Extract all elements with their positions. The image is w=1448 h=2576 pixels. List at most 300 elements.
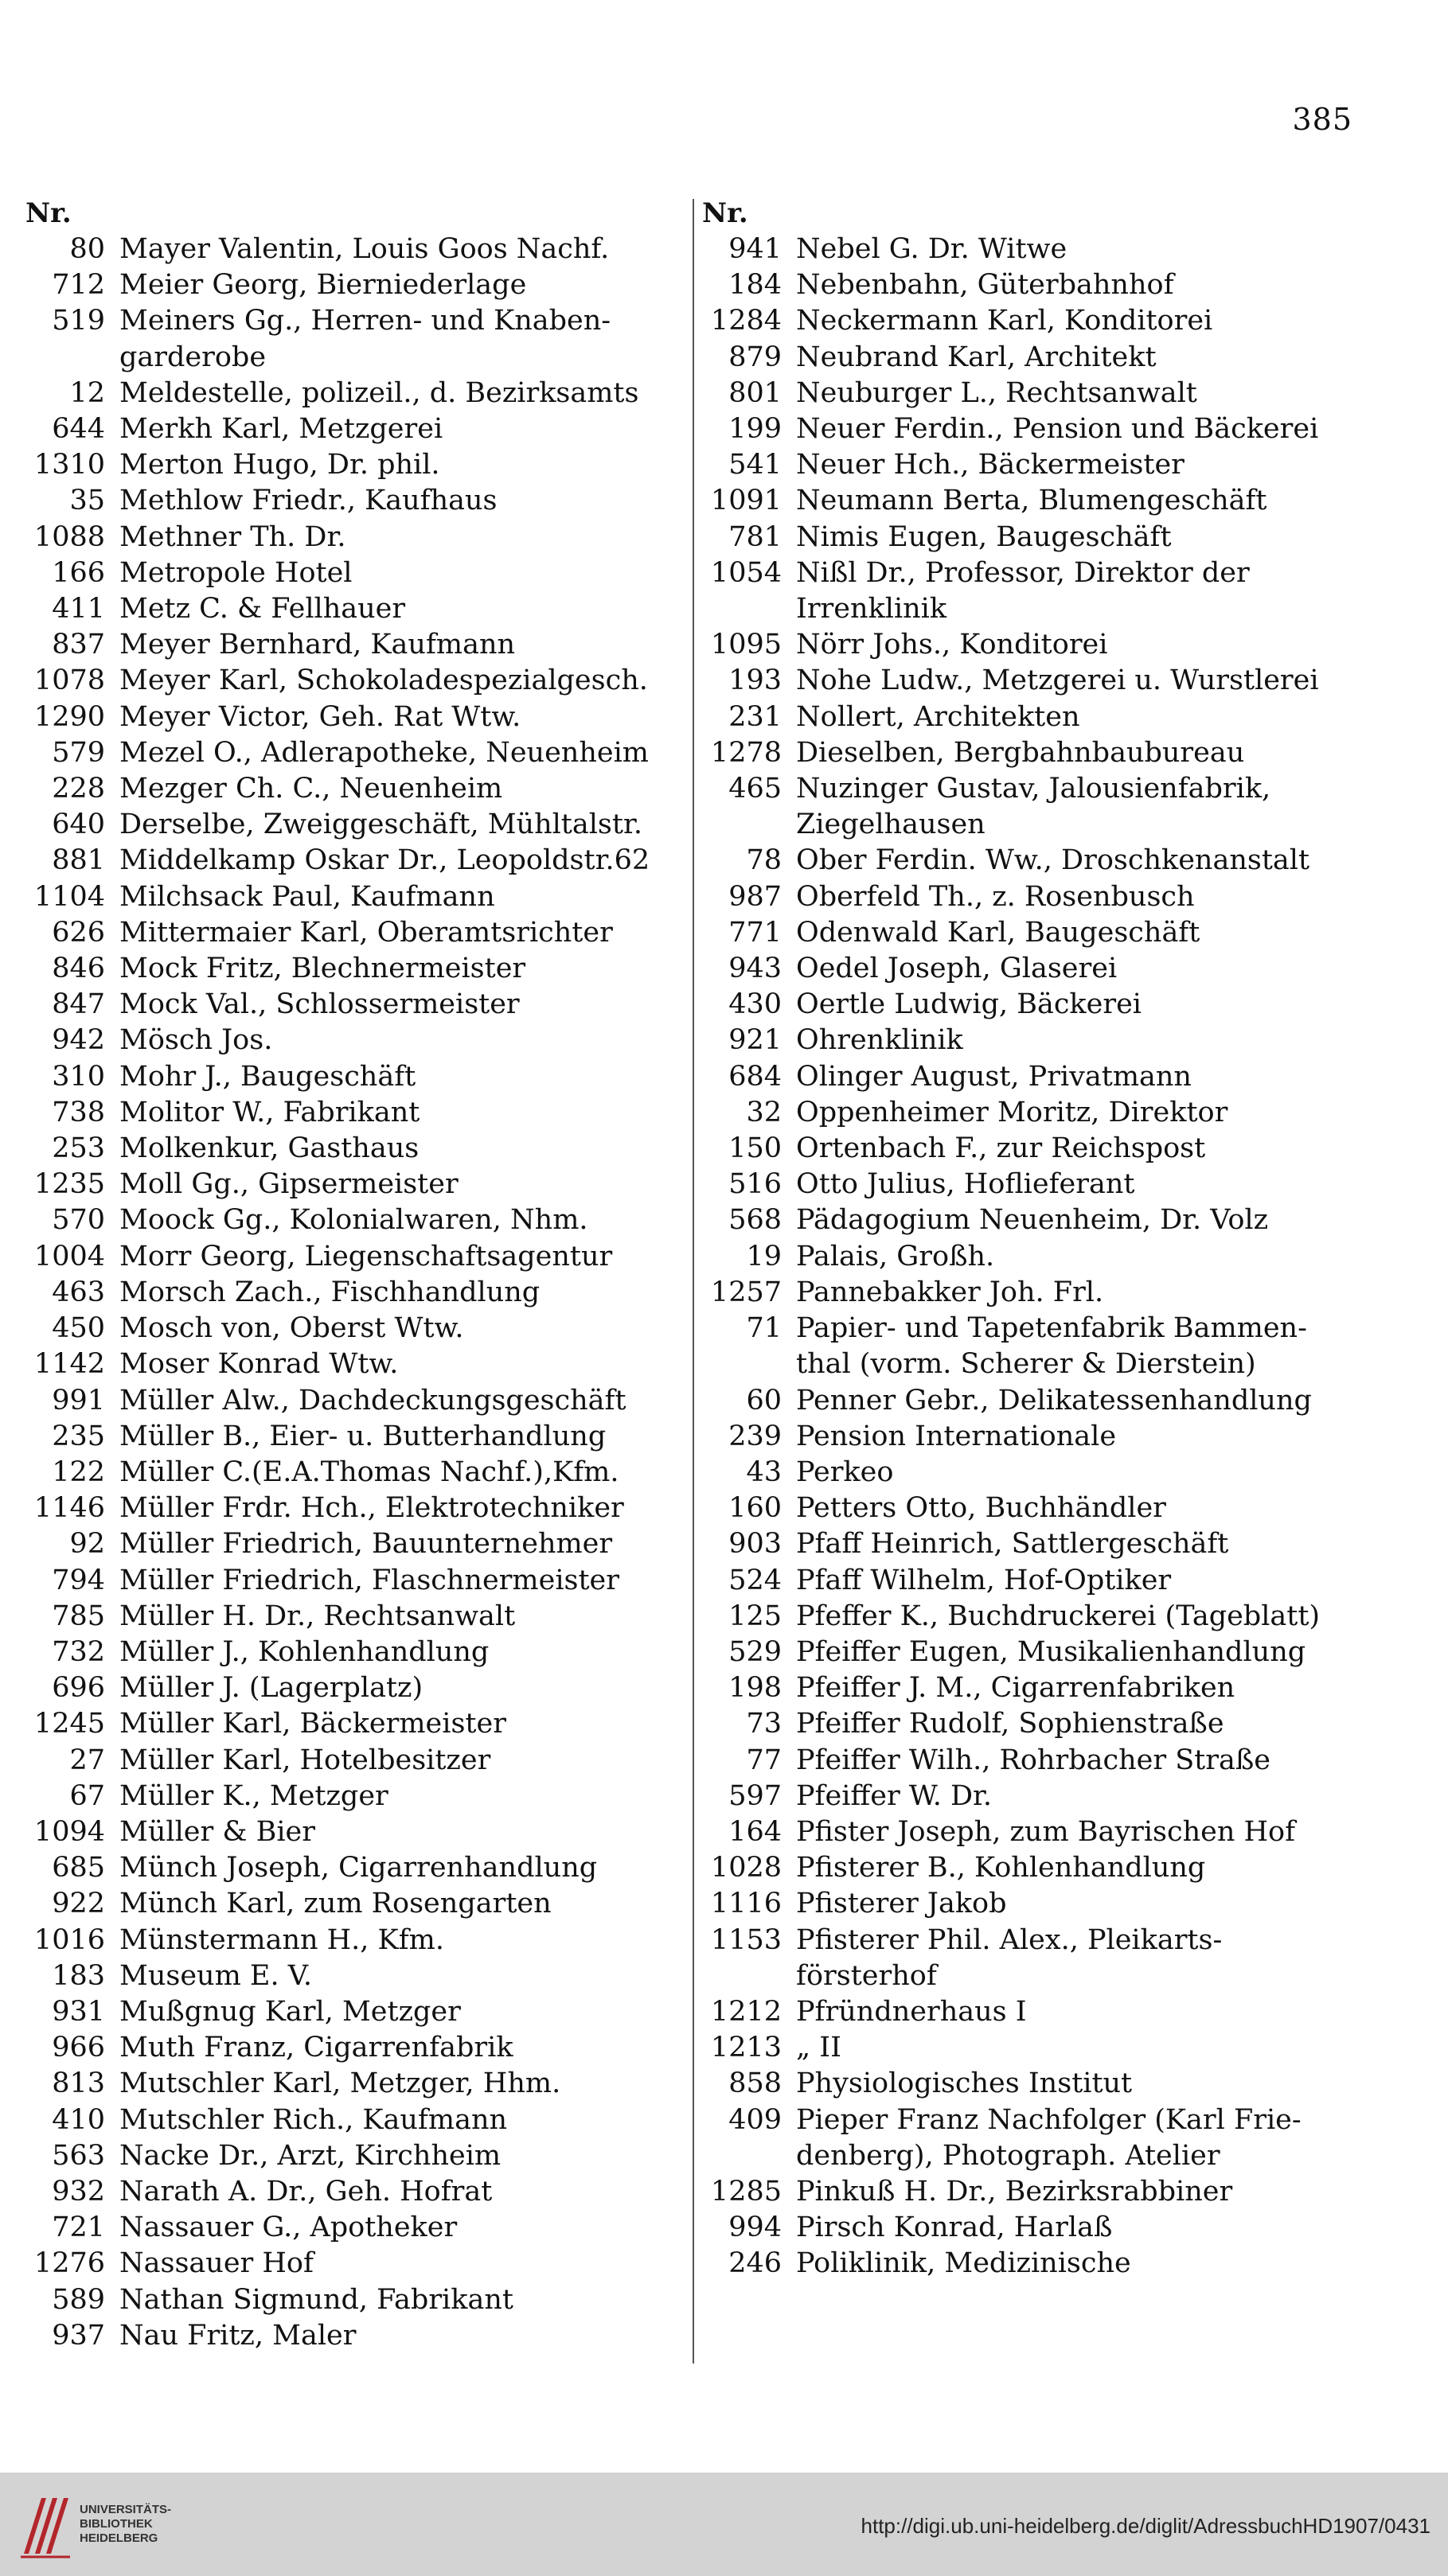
entry-text: Nörr Johs., Konditorei — [796, 629, 1108, 661]
entry-number: 541 — [728, 449, 782, 481]
directory-entry — [22, 843, 691, 879]
entry-number: 712 — [52, 269, 105, 302]
entry-text: Mutschler Karl, Metzger, Hhm. — [119, 2067, 561, 2100]
entry-number: 921 — [728, 1024, 782, 1057]
directory-entry — [22, 1239, 691, 1275]
entry-text: Nebenbahn, Güterbahnhof — [796, 269, 1174, 302]
entry-text: Pfeffer K., Buchdruckerei (Tageblatt) — [796, 1600, 1321, 1632]
directory-entry — [699, 303, 1360, 339]
entry-number: 519 — [52, 305, 105, 337]
directory-entry — [699, 1994, 1360, 2030]
entry-text: Müller H. Dr., Rechtsanwalt — [119, 1600, 516, 1632]
entry-number: 198 — [728, 1672, 782, 1705]
entry-number: 19 — [746, 1240, 782, 1272]
entry-text: Derselbe, Zweiggeschäft, Mühltalstr. — [119, 809, 642, 841]
entry-text: Pannebakker Joh. Frl. — [796, 1276, 1104, 1308]
entry-text: Müller Friedrich, Bauunternehmer — [119, 1528, 613, 1561]
entry-number: 122 — [52, 1456, 105, 1488]
entry-text: Ortenbach F., zur Reichspost — [796, 1132, 1206, 1165]
entry-text: Neuer Ferdin., Pension und Bäckerei — [796, 413, 1319, 446]
entry-number: 813 — [52, 2067, 105, 2100]
directory-entry — [699, 1491, 1360, 1526]
directory-entry — [22, 1491, 691, 1526]
directory-entry — [699, 1706, 1360, 1742]
directory-entry — [699, 1563, 1360, 1599]
entry-number: 60 — [746, 1384, 782, 1417]
directory-entry — [699, 1886, 1360, 1922]
directory-entry — [22, 2246, 691, 2282]
entry-text: Museum E. V. — [119, 1959, 312, 1992]
entry-number: 450 — [52, 1312, 105, 1345]
entry-text: Nißl Dr., Professor, Direktor der Irrenklinik — [796, 556, 1250, 625]
entry-number: 27 — [69, 1744, 105, 1776]
entry-number: 1235 — [33, 1168, 105, 1201]
directory-entry — [22, 2210, 691, 2246]
entry-text: Oedel Joseph, Glaserei — [796, 953, 1118, 985]
entry-text: Mosch von, Oberst Wtw. — [119, 1312, 464, 1345]
directory-entry — [22, 447, 691, 483]
directory-entry — [699, 2066, 1360, 2102]
directory-entry — [22, 1779, 691, 1814]
directory-entry — [22, 1023, 691, 1058]
directory-entry — [22, 1311, 691, 1346]
entry-text: Moll Gg., Gipsermeister — [119, 1168, 459, 1201]
column-divider — [693, 199, 694, 2364]
entry-text: Palais, Großh. — [796, 1240, 995, 1272]
entry-number: 1245 — [33, 1708, 105, 1740]
directory-entry — [22, 1886, 691, 1922]
directory-entry — [699, 1275, 1360, 1311]
entry-number: 922 — [52, 1888, 105, 1920]
entry-text: Nassauer Hof — [119, 2247, 314, 2280]
entry-text: Penner Gebr., Delikatessenhandlung — [796, 1384, 1312, 1417]
entry-number: 12 — [69, 376, 105, 409]
entry-number: 721 — [52, 2212, 105, 2244]
entry-number: 771 — [728, 916, 782, 949]
entry-text: Molitor W., Fabrikant — [119, 1096, 420, 1128]
entry-number: 463 — [52, 1276, 105, 1308]
directory-entry — [22, 1958, 691, 1994]
entry-text: Methner Th. Dr. — [119, 520, 346, 553]
entry-text: Pinkuß H. Dr., Bezirksrabbiner — [796, 2175, 1233, 2208]
entry-text: Nathan Sigmund, Fabrikant — [119, 2283, 513, 2316]
directory-entry — [699, 1923, 1360, 1994]
directory-entry — [699, 2210, 1360, 2246]
entry-text: Mutschler Rich., Kaufmann — [119, 2103, 508, 2136]
entry-text: Neuer Hch., Bäckermeister — [796, 449, 1185, 481]
entry-number: 570 — [52, 1204, 105, 1237]
directory-entry — [22, 1814, 691, 1850]
entry-text: Oberfeld Th., z. Rosenbusch — [796, 880, 1195, 913]
entry-number: 785 — [52, 1600, 105, 1632]
entry-number: 597 — [728, 1779, 782, 1812]
entry-number: 881 — [52, 844, 105, 877]
entry-number: 150 — [728, 1132, 782, 1165]
entry-text: Pfeiffer Rudolf, Sophienstraße — [796, 1708, 1224, 1740]
directory-entry — [699, 555, 1360, 627]
entry-text: Pfaff Heinrich, Sattlergeschäft — [796, 1528, 1229, 1561]
entry-number: 529 — [728, 1635, 782, 1668]
library-name — [80, 2503, 171, 2546]
entry-number: 1016 — [33, 1923, 105, 1956]
entry-number: 931 — [52, 1995, 105, 2028]
entry-text: Müller Frdr. Hch., Elektrotechniker — [119, 1492, 624, 1525]
directory-entry — [22, 735, 691, 771]
entry-number: 1004 — [33, 1240, 105, 1272]
entry-number: 644 — [52, 413, 105, 446]
directory-entry — [22, 483, 691, 519]
entry-number: 32 — [746, 1096, 782, 1128]
entry-text: Pfisterer B., Kohlenhandlung — [796, 1852, 1206, 1884]
entry-text: Neuburger L., Rechtsanwalt — [796, 376, 1197, 409]
entry-text: Pieper Franz Nachfolger (Karl Frie-denberg), Photograph. Atelier — [796, 2103, 1302, 2172]
right-entry-list — [699, 232, 1360, 2282]
directory-entry — [22, 1275, 691, 1311]
entry-text: Mayer Valentin, Louis Goos Nachf. — [119, 233, 610, 265]
entry-text: Merkh Karl, Metzgerei — [119, 413, 443, 446]
entry-number: 685 — [52, 1852, 105, 1884]
directory-entry — [699, 411, 1360, 447]
directory-entry — [699, 1311, 1360, 1382]
entry-number: 1095 — [710, 629, 782, 661]
entry-number: 858 — [728, 2067, 782, 2100]
directory-entry — [22, 1526, 691, 1562]
directory-entry — [22, 879, 691, 915]
entry-text: Müller J. (Lagerplatz) — [119, 1672, 423, 1705]
directory-entry — [22, 376, 691, 411]
directory-entry — [22, 915, 691, 951]
entry-number: 411 — [52, 593, 105, 625]
entry-text: Pfaff Wilhelm, Hof-Optiker — [796, 1564, 1172, 1596]
entry-text: Pirsch Konrad, Harlaß — [796, 2212, 1113, 2244]
entry-number: 516 — [728, 1168, 782, 1201]
entry-number: 837 — [52, 629, 105, 661]
entry-number: 1028 — [710, 1852, 782, 1884]
directory-entry — [22, 591, 691, 627]
entry-number: 71 — [746, 1312, 782, 1345]
directory-entry — [22, 951, 691, 987]
entry-text: Middelkamp Oskar Dr., Leopoldstr.62 — [119, 844, 650, 877]
entry-text: Mezger Ch. C., Neuenheim — [119, 773, 503, 805]
entry-number: 846 — [52, 953, 105, 985]
entry-number: 183 — [52, 1959, 105, 1992]
entry-number: 310 — [52, 1060, 105, 1093]
directory-entry — [699, 447, 1360, 483]
entry-number: 1078 — [33, 664, 105, 697]
directory-entry — [699, 627, 1360, 663]
directory-entry — [22, 663, 691, 699]
directory-entry — [22, 303, 691, 375]
directory-entry — [22, 987, 691, 1023]
directory-entry — [22, 2102, 691, 2138]
entry-number: 231 — [728, 700, 782, 733]
entry-text: Neubrand Karl, Architekt — [796, 341, 1157, 373]
directory-entry — [22, 1131, 691, 1167]
library-name-line1: UNIVERSITÄTS- — [80, 2503, 172, 2516]
entry-number: 732 — [52, 1635, 105, 1668]
entry-number: 1094 — [33, 1815, 105, 1848]
entry-text: Mohr J., Baugeschäft — [119, 1060, 416, 1093]
entry-number: 1276 — [33, 2247, 105, 2280]
entry-text: Müller J., Kohlenhandlung — [119, 1635, 490, 1668]
directory-entry — [22, 1419, 691, 1455]
entry-text: Muth Franz, Cigarrenfabrik — [119, 2032, 513, 2064]
library-name-line2: BIBLIOTHEK — [80, 2517, 153, 2531]
entry-text: Mock Val., Schlossermeister — [119, 988, 520, 1021]
entry-number: 246 — [728, 2247, 782, 2280]
directory-entry — [699, 2174, 1360, 2210]
entry-number: 253 — [52, 1132, 105, 1165]
directory-entry — [22, 1923, 691, 1958]
entry-number: 199 — [728, 413, 782, 446]
directory-entry — [699, 2030, 1360, 2066]
directory-entry — [699, 1599, 1360, 1635]
entry-number: 1290 — [33, 700, 105, 733]
entry-text: Müller Alw., Dachdeckungsgeschäft — [119, 1384, 626, 1417]
directory-entry — [699, 1743, 1360, 1779]
directory-entry — [699, 1670, 1360, 1706]
directory-entry — [22, 2138, 691, 2174]
entry-number: 164 — [728, 1815, 782, 1848]
directory-entry — [22, 2318, 691, 2354]
directory-entry — [22, 2282, 691, 2318]
directory-entry — [22, 1346, 691, 1382]
entry-number: 801 — [728, 376, 782, 409]
entry-text: Pfeiffer Wilh., Rohrbacher Straße — [796, 1744, 1270, 1776]
footer-bar — [0, 2473, 1448, 2576]
entry-number: 994 — [728, 2212, 782, 2244]
entry-text: Merton Hugo, Dr. phil. — [119, 449, 440, 481]
entry-number: 160 — [728, 1492, 782, 1525]
entry-number: 77 — [746, 1744, 782, 1776]
directory-entry — [22, 1850, 691, 1886]
entry-text: Pfeiffer J. M., Cigarrenfabriken — [796, 1672, 1235, 1705]
entry-text: Olinger August, Privatmann — [796, 1060, 1192, 1093]
entry-number: 1088 — [33, 520, 105, 553]
entry-text: Neckermann Karl, Konditorei — [796, 305, 1213, 337]
entry-number: 966 — [52, 2032, 105, 2064]
directory-entry — [699, 2246, 1360, 2282]
entry-number: 781 — [728, 520, 782, 553]
entry-number: 568 — [728, 1204, 782, 1237]
entry-number: 73 — [746, 1708, 782, 1740]
entry-text: Narath A. Dr., Geh. Hofrat — [119, 2175, 493, 2208]
entry-number: 1146 — [33, 1492, 105, 1525]
directory-entry — [22, 555, 691, 591]
entry-text: Meyer Bernhard, Kaufmann — [119, 629, 516, 661]
entry-text: Meier Georg, Bierniederlage — [119, 269, 527, 302]
entry-text: Müller K., Metzger — [119, 1779, 388, 1812]
directory-entry — [22, 1670, 691, 1706]
entry-text: Müller B., Eier- u. Butterhandlung — [119, 1420, 607, 1452]
source-url[interactable]: http://digi.ub.uni-heidelberg.de/diglit/AdressbuchHD1907/0431 — [861, 2514, 1430, 2538]
entry-number: 67 — [69, 1779, 105, 1812]
entry-number: 125 — [728, 1600, 782, 1632]
entry-text: Morr Georg, Liegenschaftsagentur — [119, 1240, 613, 1272]
directory-entry — [699, 987, 1360, 1023]
entry-number: 465 — [728, 773, 782, 805]
entry-text: Meyer Karl, Schokoladespezialgesch. — [119, 664, 648, 697]
entry-number: 1285 — [710, 2175, 782, 2208]
entry-number: 228 — [52, 773, 105, 805]
directory-entry — [22, 2174, 691, 2210]
directory-entry — [22, 1994, 691, 2030]
entry-text: Müller Karl, Bäckermeister — [119, 1708, 506, 1740]
directory-entry — [22, 807, 691, 843]
directory-entry — [699, 376, 1360, 411]
entry-text: Meldestelle, polizeil., d. Bezirksamts — [119, 376, 639, 409]
entry-text: Pfeiffer W. Dr. — [796, 1779, 993, 1812]
directory-entry — [22, 627, 691, 663]
entry-number: 991 — [52, 1384, 105, 1417]
entry-number: 794 — [52, 1564, 105, 1596]
entry-text: Oertle Ludwig, Bäckerei — [796, 988, 1142, 1021]
left-column-header: Nr. — [25, 197, 72, 229]
entry-text: Nau Fritz, Maler — [119, 2319, 357, 2352]
entry-text: Müller & Bier — [119, 1815, 315, 1848]
directory-entry — [699, 735, 1360, 771]
directory-entry — [699, 1455, 1360, 1491]
directory-entry — [699, 1779, 1360, 1814]
directory-entry — [699, 1850, 1360, 1886]
directory-entry — [22, 1599, 691, 1635]
directory-entry — [699, 2102, 1360, 2174]
entry-number: 1142 — [33, 1348, 105, 1381]
entry-text: Dieselben, Bergbahnbaubureau — [796, 736, 1245, 769]
entry-number: 903 — [728, 1528, 782, 1561]
entry-text: Nacke Dr., Arzt, Kirchheim — [119, 2139, 502, 2172]
entry-number: 579 — [52, 736, 105, 769]
left-column — [22, 196, 691, 2354]
entry-text: Odenwald Karl, Baugeschäft — [796, 916, 1200, 949]
library-logo-icon — [18, 2490, 73, 2562]
entry-number: 942 — [52, 1024, 105, 1057]
entry-text: Pfister Joseph, zum Bayrischen Hof — [796, 1815, 1296, 1848]
entry-number: 941 — [728, 233, 782, 265]
entry-number: 847 — [52, 988, 105, 1021]
entry-text: Physiologisches Institut — [796, 2067, 1133, 2100]
directory-entry — [22, 1383, 691, 1419]
entry-number: 80 — [69, 233, 105, 265]
entry-number: 1213 — [710, 2032, 782, 2064]
entry-number: 1104 — [33, 880, 105, 913]
entry-text: Nollert, Architekten — [796, 700, 1080, 733]
directory-entry — [22, 520, 691, 555]
library-name-line3: HEIDELBERG — [80, 2531, 158, 2545]
entry-text: Mittermaier Karl, Oberamtsrichter — [119, 916, 613, 949]
directory-entry — [699, 1059, 1360, 1095]
entry-text: Pfründnerhaus I — [796, 1995, 1027, 2028]
entry-text: Milchsack Paul, Kaufmann — [119, 880, 495, 913]
entry-text: Petters Otto, Buchhändler — [796, 1492, 1166, 1525]
entry-number: 1278 — [710, 736, 782, 769]
directory-entry — [699, 1202, 1360, 1238]
entry-text: Moock Gg., Kolonialwaren, Nhm. — [119, 1204, 588, 1237]
directory-entry — [699, 1526, 1360, 1562]
entry-text: Münch Karl, zum Rosengarten — [119, 1888, 552, 1920]
directory-entry — [22, 1095, 691, 1131]
directory-entry — [699, 1814, 1360, 1850]
entry-text: Mezel O., Adlerapotheke, Neuenheim — [119, 736, 649, 769]
directory-entry — [22, 232, 691, 267]
directory-entry — [22, 771, 691, 807]
entry-text: Nassauer G., Apotheker — [119, 2212, 458, 2244]
entry-number: 35 — [69, 485, 105, 517]
entry-number: 563 — [52, 2139, 105, 2172]
entry-text: Ohrenklinik — [796, 1024, 963, 1057]
directory-entry — [699, 1131, 1360, 1167]
entry-text: Neumann Berta, Blumengeschäft — [796, 485, 1267, 517]
directory-entry — [22, 1563, 691, 1599]
left-entry-list — [22, 232, 691, 2354]
entry-text: Meiners Gg., Herren- und Knaben-garderobe — [119, 305, 611, 373]
entry-number: 1284 — [710, 305, 782, 337]
entry-number: 239 — [728, 1420, 782, 1452]
directory-entry — [22, 1059, 691, 1095]
entry-number: 1091 — [710, 485, 782, 517]
entry-text: Nohe Ludw., Metzgerei u. Wurstlerei — [796, 664, 1319, 697]
entry-number: 1153 — [710, 1923, 782, 1956]
directory-entry — [699, 1635, 1360, 1670]
entry-text: Meyer Victor, Geh. Rat Wtw. — [119, 700, 521, 733]
entry-number: 987 — [728, 880, 782, 913]
directory-entry — [699, 1239, 1360, 1275]
directory-entry — [699, 232, 1360, 267]
entry-text: „ II — [796, 2032, 841, 2064]
entry-text: Poliklinik, Medizinische — [796, 2247, 1131, 2280]
directory-entry — [22, 1167, 691, 1202]
entry-text: Otto Julius, Hoflieferant — [796, 1168, 1135, 1201]
page-number: 385 — [1292, 102, 1352, 137]
entry-text: Papier- und Tapetenfabrik Bammen-thal (vorm. Scherer & Dierstein) — [796, 1312, 1307, 1381]
directory-entry — [699, 1419, 1360, 1455]
directory-entry — [22, 1202, 691, 1238]
entry-number: 92 — [69, 1528, 105, 1561]
entry-text: Metz C. & Fellhauer — [119, 593, 406, 625]
entry-text: Müller Karl, Hotelbesitzer — [119, 1744, 491, 1776]
directory-entry — [22, 1706, 691, 1742]
directory-entry — [699, 483, 1360, 519]
entry-text: Münch Joseph, Cigarrenhandlung — [119, 1852, 598, 1884]
entry-number: 184 — [728, 269, 782, 302]
directory-entry — [699, 879, 1360, 915]
entry-number: 410 — [52, 2103, 105, 2136]
directory-entry — [699, 520, 1360, 555]
entry-text: Pension Internationale — [796, 1420, 1117, 1452]
directory-entry — [22, 1743, 691, 1779]
entry-text: Moser Konrad Wtw. — [119, 1348, 399, 1381]
entry-number: 1257 — [710, 1276, 782, 1308]
entry-number: 1116 — [710, 1888, 782, 1920]
directory-entry — [699, 1095, 1360, 1131]
entry-number: 640 — [52, 809, 105, 841]
entry-text: Münstermann H., Kfm. — [119, 1923, 444, 1956]
entry-number: 1310 — [33, 449, 105, 481]
entry-number: 409 — [728, 2103, 782, 2136]
entry-number: 235 — [52, 1420, 105, 1452]
entry-number: 626 — [52, 916, 105, 949]
entry-number: 78 — [746, 844, 782, 877]
entry-text: Morsch Zach., Fischhandlung — [119, 1276, 541, 1308]
entry-number: 430 — [728, 988, 782, 1021]
entry-text: Pfeiffer Eugen, Musikalienhandlung — [796, 1635, 1306, 1668]
directory-entry — [699, 843, 1360, 879]
directory-entry — [699, 1023, 1360, 1058]
right-column — [699, 196, 1360, 2282]
entry-text: Pfisterer Jakob — [796, 1888, 1007, 1920]
directory-entry — [22, 267, 691, 303]
entry-number: 166 — [52, 556, 105, 589]
